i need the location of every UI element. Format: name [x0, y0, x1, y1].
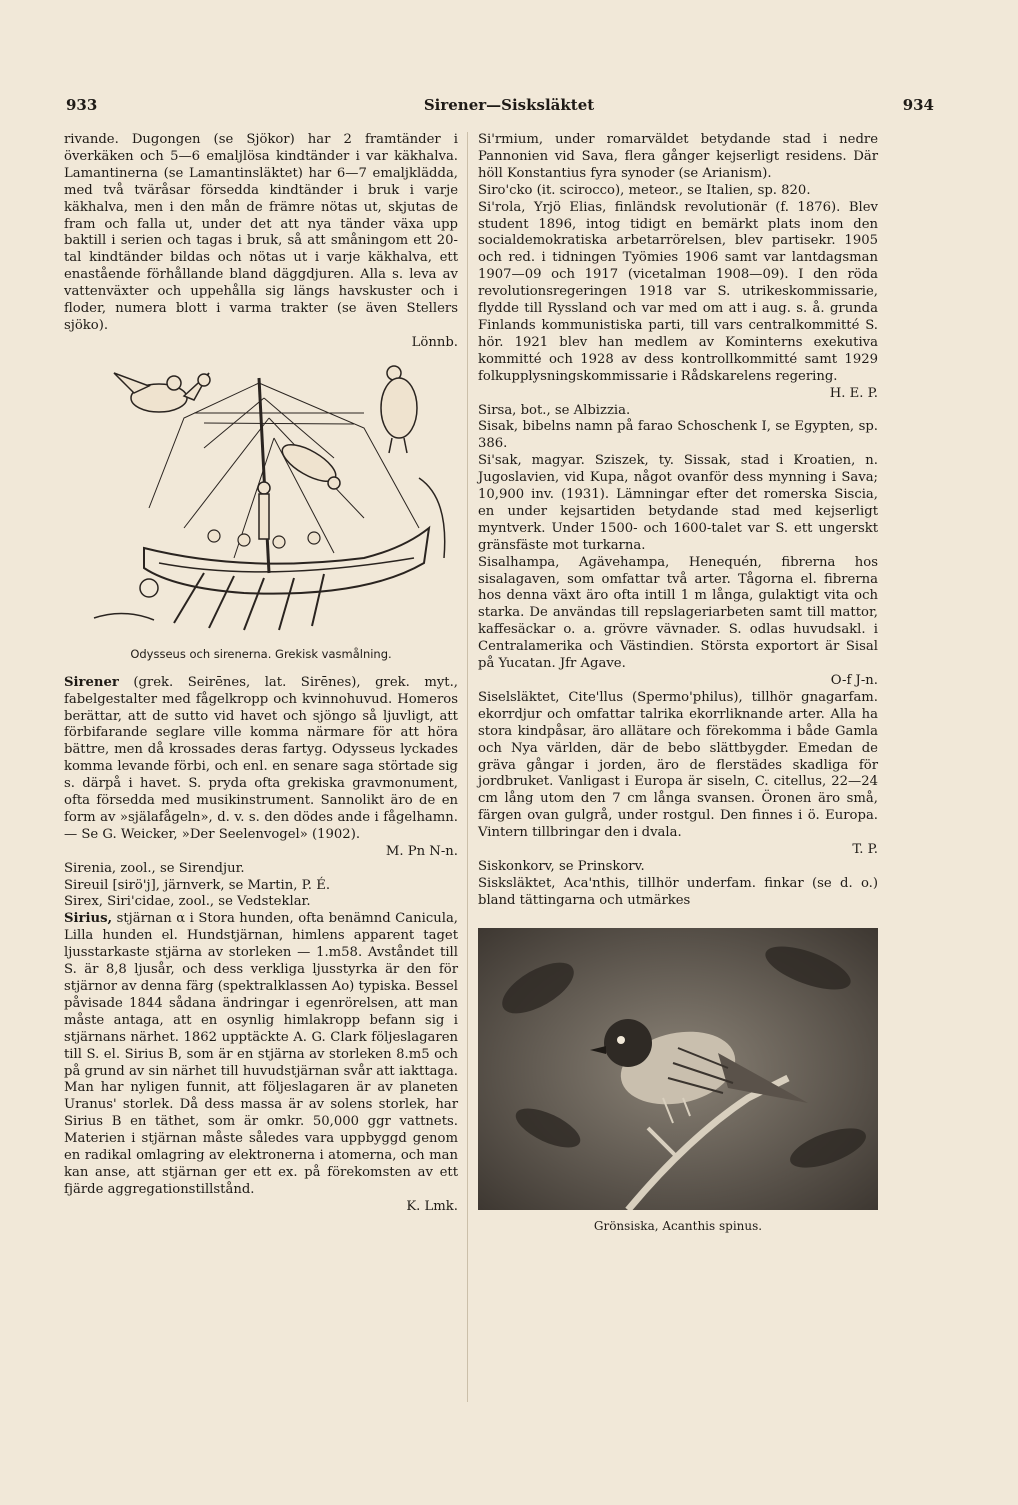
entry-sisalhampa: Sisalhampa, Agävehampa, Henequén, fibrerna hos sisalagaven, som omfattar två arter. Tågorna el. fibrerna hos denna växt äro ofta intill 1 m långa, gulaktigt vita och starka. De användas till repslageriarbeten samt till mattor, kaffesäckar o. a. grövre vävnader. S. odlas huvudsakl. i Centralamerika och Västindien. Största exportort är Sisal på Yucatan. Jfr Agave. — [478, 554, 878, 672]
entry-sisak: Sisak, bibelns namn på farao Schoschenk I, se Egypten, sp. 386. — [478, 419, 878, 452]
page-number-left: 933 — [66, 96, 98, 114]
signature: O-f J-n. — [830, 673, 878, 688]
entry-text: (grek. Seirēnes, lat. Sirēnes), grek. myt., fabelgestalter med fågelkropp och kvinnohuvud. Homeros berättar, att de sutto vid havet och sjöngo så ljuvligt, att förbifarande seglare ville komma närmare för att höra bättre, men då krossades deras fartyg. Odysseus lyckades komma levande förbi, och enl. en senare saga störtade sig s. därpå i havet. S. pryda ofta grekiska gravmonument, ofta försedda med musikinstrument. Sannolikt äro de en form av »själafågeln», d. v. s. den dödes ande i fågelhamn. — Se G. Weicker, »Der Seelenvogel» (1902). — [64, 674, 458, 842]
entry-signature-row — [478, 842, 878, 859]
entry-sirocko: Siro'cko (it. scirocco), meteor., se Italien, sp. 820. — [478, 182, 811, 198]
headword: Sirius, — [64, 911, 113, 927]
entry-signature-row — [478, 673, 878, 690]
signature: T. P. — [852, 842, 878, 858]
entry-signature-row — [64, 335, 458, 352]
signature: Lönnb. — [411, 334, 458, 350]
entry-sirener — [64, 675, 458, 844]
entry-sirex: Sirex, Siri'cidae, zool., se Vedsteklar. — [64, 894, 311, 910]
right-column — [478, 132, 878, 1235]
entry-sirola: Si'rola, Yrjö Elias, finländsk revolutionär (f. 1876). Blev student 1896, intog tidigt en bemärkt plats inom den socialdemokratiska arbetarrörelsen, blev partisekr. 1905 och red. i tidningen Työmies 1906 samt var lantdagsman 1907—09 och 1917 (vicetalman 1908—09). I den röda revolutionsregeringen 1918 var S. utrikeskommissarie, flydde till Ryssland och var med om att i aug. s. å. grunda Finlands kommunistiska parti, till vars centralkommitté S. hör. 1921 blev han medlem av Kominterns exekutiva kommitté och 1928 av dess kontrollkommitté samt 1929 folkupplysningskommissarie i Rådskarelens regering. — [478, 199, 878, 384]
entry-siskonkorv: Siskonkorv, se Prinskorv. — [478, 858, 645, 874]
entry-sirmium: Si'rmium, under romarväldet betydande stad i nedre Pannonien vid Sava, flera gånger kejserligt residens. Där höll Konstantius fyra synoder (se Arianism). — [478, 132, 878, 181]
entry-siselslaktet: Siselsläktet, Cite'llus (Spermo'philus), tillhör gnagarfam. ekorrdjur och omfattar talrika ekorrliknande arter. Alla ha stora kindpåsar, äro allätare och förekomma i både Gamla och Nya världen, där de bebo slättbygder. Emedan de gräva gångar i jorden, äro de flerstädes skadliga för jordbruket. Vanligast i Europa är siseln, C. citellus, 22—24 cm lång utom den 7 cm långa svansen. Öronen äro små, färgen ovan gulgrå, under rostgul. Den finnes i ö. Europa. Vintern tillbringar den i dvala. — [478, 689, 878, 841]
entry-sjokor-continuation: rivande. Dugongen (se Sjökor) har 2 framtänder i överkäken och 5—6 emaljlösa kindtänder i var käkhalva. Lamantinerna (se Lamantinsläktet) har 6—7 emaljklädda, med två tväråsar försedda kindtänder i bruk i varje käkhalva, men i den mån de främre nötas ut, skjutas de fram och falla ut, under det att nya tänder växa upp baktill i serien och tagas i bruk, så att småningom ett 20-tal kindtänder bildas och nötas ut i varje käkhalva, ett enastående förhållande bland däggdjuren. Alla s. leva av vattenväxter och uppehålla sig längs havskuster och i floder, numera blott i varma trakter (se även Stellers sjöko). — [64, 132, 458, 333]
entry-sireuil: Sireuil [sirö'j], järnverk, se Martin, P. É. — [64, 877, 331, 893]
left-column — [64, 132, 458, 1216]
entry-sisksläktet: Sisksläktet, Aca'nthis, tillhör underfam. finkar (se d. o.) bland tättingarna och utmärkes — [478, 875, 878, 908]
entry-signature-row — [64, 1199, 458, 1216]
figure-caption: Odysseus och sirenerna. Grekisk vasmålning. — [130, 646, 392, 661]
figure-odysseus-sirens — [64, 358, 458, 642]
entry-sirsa: Sirsa, bot., se Albizzia. — [478, 402, 631, 418]
signature: K. Lmk. — [406, 1198, 458, 1214]
entry-sirenia: Sirenia, zool., se Sirendjur. — [64, 860, 245, 876]
signature: H. E. P. — [829, 385, 878, 401]
entry-sissak: Si'sak, magyar. Sziszek, ty. Sissak, stad i Kroatien, n. Jugoslavien, vid Kupa, något ovanför dess mynning i Sava; 10,900 inv. (1931). Lämningar efter det romerska Siscia, en under kejsartiden betydande stad med kejserligt myntverk. Under 1500- och 1600-talet var S. ett ungerskt gränsfäste mot turkarna. — [478, 453, 878, 553]
entry-signature-row — [478, 386, 878, 403]
entry-sirius — [64, 911, 458, 1198]
vase-painting-illustration — [64, 358, 458, 642]
figure-gronsiska — [478, 928, 878, 1210]
figure-caption: Grönsiska, Acanthis spinus. — [593, 1218, 763, 1233]
bird-photo-illustration — [478, 928, 878, 1210]
headword: Sirener — [64, 674, 119, 690]
running-title: Sirener—Sisksläktet — [423, 96, 595, 114]
signature: M. Pn N-n. — [385, 843, 458, 859]
entry-signature-row — [64, 844, 458, 861]
entry-text: stjärnan α i Stora hunden, ofta benämnd Canicula, Lilla hunden el. Hundstjärnan, himlens apparent taget ljusstarkaste stjärna av storleken — 1.m58. Avståndet till S. är 8,8 ljusår, och dess verkliga ljusstyrka är den för stjärnor av denna färg (spektralklassen Ao) typiska. Bessel påvisade 1844 sådana ändringar i egenrörelsen, att man måste antaga, att en osynlig himlakropp befann sig i stjärnans närhet. 1862 upptäckte A. G. Clark följeslagaren till S. el. Sirius B, som är en stjärna av storleken 8.m5 och på grund av sin närhet till huvudstjärnan svår att iakttaga. Man har nyligen funnit, att följeslagaren är av planeten Uranus' storlek. Då dess massa är av solens storlek, har Sirius B en täthet, som är omkr. 50,000 ggr vattnets. Materien i stjärnan måste således vara uppbyggd genom en radikal omlagring av elektronerna i atomerna, och man kan anse, att stjärnan ger ett ex. på förekomsten av ett fjärde aggregationstillstånd. — [64, 911, 459, 1197]
page-number-right: 934 — [902, 96, 934, 114]
column-divider — [467, 132, 468, 1402]
